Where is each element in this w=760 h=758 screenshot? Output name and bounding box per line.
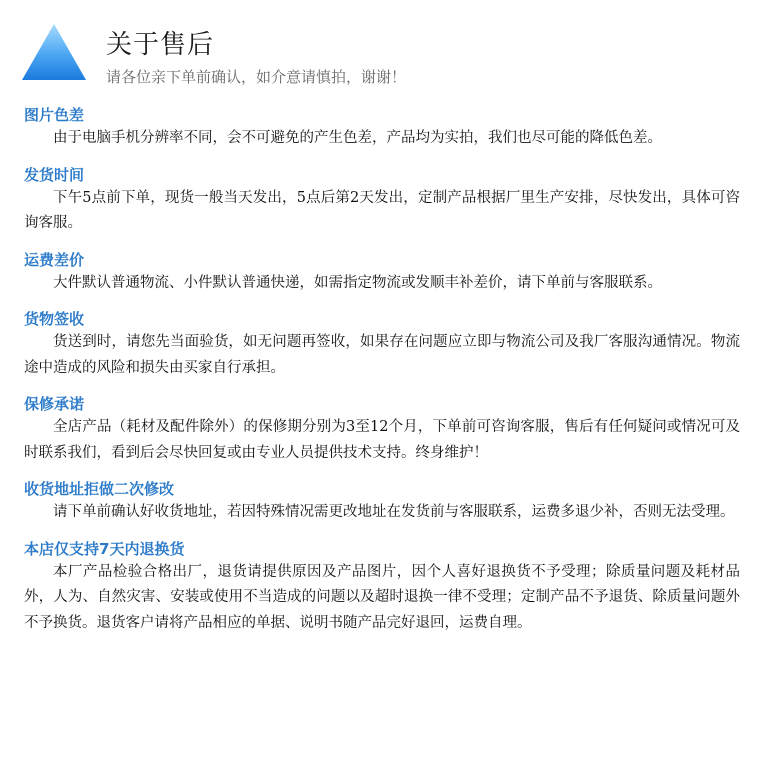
section-title: 发货时间 (24, 165, 85, 184)
header (0, 0, 760, 100)
section-title: 货物签收 (24, 310, 85, 328)
triangle-logo-icon (20, 22, 88, 82)
page-title: 关于售后 (106, 30, 215, 60)
section-title: 收货地址拒做二次修改 (24, 480, 175, 498)
section-body: 请下单前确认好收货地址，若因特殊情况需更改地址在发货前与客服联系，运费多退少补，否则无法受理。 (53, 504, 735, 520)
section-shipping-time (24, 164, 740, 237)
section-freight-difference (24, 249, 740, 297)
section-body: 大件默认普通物流、小件默认普通快递，如需指定物流或发顺丰补差价，请下单前与客服联系。 (53, 274, 662, 291)
section-body: 下午5点前下单，现货一般当天发出，5点后第2天发出，定制产品根据厂里生产安排，尽快发出，具体可咨询客服。 (24, 189, 741, 231)
section-body: 由于电脑手机分辨率不同，会不可避免的产生色差，产品均为实拍，我们也尽可能的降低色差。 (53, 130, 662, 146)
section-goods-receipt (24, 308, 740, 381)
section-body: 本厂产品检验合格出厂，退货请提供原因及产品图片，因个人喜好退换货不予受理；除质量问题及耗材品外，人为、自然灾害、安装或使用不当造成的问题以及超时退换一律不受理；定制产品不予退货、除质量问题外不予换货。退货客户请将产品相应的单据、说明书随产品完好退回，运费自理。 (24, 563, 740, 631)
section-image-color-difference (24, 104, 740, 152)
section-title: 保修承诺 (24, 395, 85, 413)
section-title: 本店仅支持7天内退换货 (24, 539, 185, 558)
section-body: 全店产品（耗材及配件除外）的保修期分别为3至12个月，下单前可咨询客服，售后有任何疑问或情况可及时联系我们，看到后会尽快回复或由专业人员提供技术支持。终身维护！ (24, 419, 740, 461)
section-returns (24, 538, 740, 637)
section-title: 图片色差 (24, 106, 85, 124)
section-body: 货送到时，请您先当面验货，如无问题再签收，如果存在问题应立即与物流公司及我厂客服沟通情况。物流途中造成的风险和损失由买家自行承担。 (24, 334, 740, 376)
section-address-change (24, 478, 740, 526)
policy-sections (24, 104, 740, 648)
section-warranty (24, 393, 740, 466)
page-subtitle: 请各位亲下单前确认，如介意请慎拍，谢谢！ (106, 68, 407, 86)
section-title: 运费差价 (24, 250, 85, 269)
